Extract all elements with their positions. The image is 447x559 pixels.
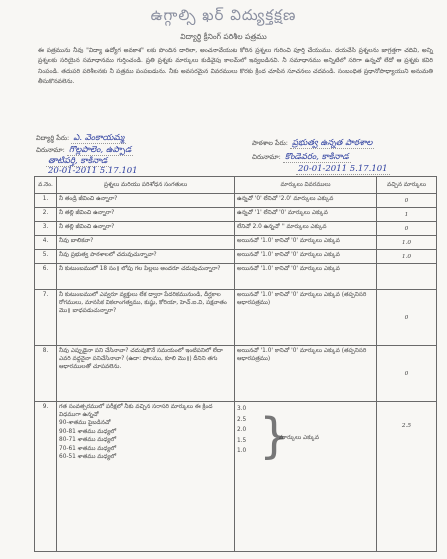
form-subtitle: విద్యార్థి క్రీనింగ్ పరిశీల పత్రము <box>180 32 267 41</box>
school-name-value: ప్రభుత్వ ఉన్నత పాఠశాల <box>291 138 373 148</box>
grade-item: 80-71 శాతము మధ్యలో <box>59 437 117 443</box>
grade-item: 90-శాతము పైబడినచో <box>59 420 111 426</box>
table-row: 5. నీవు ప్రభుత్వ పాఠశాలలో చదువుచున్నావా? అయినచో '1.0' కానిచో '0' మార్కులు ఎక్కువ 1.0 <box>35 250 437 264</box>
grade-item: 90-81 శాతము మధ్యలో <box>59 428 117 435</box>
address-field: చిరునామా: గొల్లపాలెం, ఉప్పాడ <box>36 145 132 155</box>
header-marks-obtained: వచ్చిన మార్కులు <box>377 177 437 194</box>
screening-table <box>34 176 437 552</box>
grade-item: 70-61 శాతము మధ్యలో <box>59 445 117 452</box>
header-sno: వ.నెం. <box>35 177 57 194</box>
marks-cell[interactable]: 0 <box>377 194 437 208</box>
form-title: ఉగ్గాల్సి ఖర్ విద్యుక్తక్షణ <box>150 6 297 24</box>
scale-value: 2.0 <box>237 427 247 433</box>
school-address-field: చిరునామా: కొండెవరం, కాకినాడ <box>252 152 349 162</box>
marks-cell[interactable]: 1.0 <box>377 236 437 250</box>
school-address-value: కొండెవరం, కాకినాడ <box>284 152 349 162</box>
grade-scale: 3.0 2.5 2.0 1.5 1.0 } మార్కులు ఎక్కువ <box>235 402 377 552</box>
table-row: 6. నీ కుటుంబములో 18 సం॥ లోపు గల పిల్లలు అందరూ చదువుచున్నారా? అయినచో '1.0' కానిచో '0' మార్కులు ఎక్కువ <box>35 264 437 290</box>
scale-value: 1.0 <box>237 448 247 454</box>
scale-value: 2.5 <box>237 416 247 423</box>
address-value: గొల్లపాలెం, ఉప్పాడ <box>68 145 132 155</box>
table-row: 7. నీ కుటుంబములో ఎవ్వరూ వ్యక్తులు లేక ద్వారా పేదరికమునుండి, దీర్ఘకాల రోగములు, మానసిక వికలాంగత్వము, కుష్ఠు, కోరియా, హెచ్.ఐ.వి, పక్షవాతం మొ॥ బాధపడుచున్నారా? అయినచో '1.0' కానిచో '0' మార్కులు ఎక్కువ (తప్పనిసరి ఆధారపత్రము) 0 <box>35 290 437 346</box>
instructions-paragraph: ఈ పత్రమును నీవు "విద్యా ఉద్యోగ అవకాశ" లకు పొందిన దారిలా, అంచనావేయుట కోరిన ప్రశ్నలు గురించి పూర్తి చేయుము. దయచేసి ప్రశ్నలను జాగ్రత్తగా చదివి, అన్ని ప్రశ్నలకు సరియైన సమాధానము గుర్తించండి. ప్రతి ప్రశ్నకు మార్కులు కుడివైపు కాలమ్‌లో ఇవ్వబడినవి. నీ సమాధానము అన్నిటిలో సరిగా ఉన్నచో లేదో ఆ ప్రశ్నకు కవిరి నింపండి. తదుపరి పరిశీలనకు నీ పత్రము పంపబడును. నీకు అవసరమైన వివరములు కొరకు క్రింద చూపిన సూచనలు చదవండి. సంబంధిత ప్రధానోపాధ్యాయుని అనుమతి తీసుకొనవలెను. <box>38 47 433 86</box>
marks-cell[interactable]: 1.0 <box>377 250 437 264</box>
student-name-field: విద్యార్థి పేరు: ఎ. వెంకాయమ్మ <box>36 133 125 143</box>
marks-cell[interactable]: 1 <box>377 208 437 222</box>
date-value: 20-01-2011 5.17.101 <box>48 166 138 176</box>
village-value: తాటిపర్తి, కాకినాడ <box>48 156 108 166</box>
marks-cell[interactable] <box>377 264 437 290</box>
table-header-row <box>35 177 437 194</box>
marks-cell[interactable]: 0 <box>377 346 437 402</box>
table-row: 2. నీ తల్లి జీవించి ఉన్నారా? ఉన్నచో '1' లేనిచో '0' మార్కులు ఎక్కువ 1 <box>35 208 437 222</box>
grade-list <box>59 419 232 462</box>
brace-icon: } <box>259 408 290 464</box>
grade-item: 60-51 శాతము మధ్యలో <box>59 454 117 460</box>
table-row: 9. గత సంవత్సరములో పరీక్షలో నీకు వచ్చిన సరాసరి మార్కులు ఈ క్రింద విధముగా ఉన్నచో 90-శాతము పైబడినచో 90-81 శాతము మధ్యలో 80-71 శాతము మధ్యలో 70-61 శాతము మధ్యలో 60-51 శాతము మధ్యలో 3.0 2.5 2.0 1.5 1.0 } మార్కులు ఎక్కువ 2.5 <box>35 402 437 552</box>
marks-cell[interactable]: 0 <box>377 290 437 346</box>
header-marks-details: మార్కులు వివరములు <box>235 177 377 194</box>
date-value-2: 20-01-2011 5.17.101 <box>298 164 388 174</box>
table-row: 8. నీవు ఎప్పుడైనా పని చేసినావా? చదువుకొనే సమయంలో ఇంటిపనిలో లేదా ఎవరి వద్దనైనా పనిచేసినావా? (ఉదా: పొలము, కూలి మొ॥) దీనిని తగు ఆధారములతో చూపవలెను. అయినచో '1.0' కానిచో '0' మార్కులు ఎక్కువ (తప్పనిసరి ఆధారపత్రము) 0 <box>35 346 437 402</box>
header-question: ప్రశ్నలు మరియు పరిశోధన సంగతులు <box>57 177 235 194</box>
marks-cell[interactable]: 2.5 <box>377 402 437 552</box>
table-row: 1. నీ తండ్రి జీవించి ఉన్నారా? ఉన్నచో '0' లేనిచో '2.0' మార్కులు ఎక్కువ 0 <box>35 194 437 208</box>
scale-value: 1.5 <box>237 437 247 444</box>
table-row: 3. నీ తల్లి జీవించి ఉన్నారా? లేనిచో 2.0 ఉన్నచో '' మార్కులు ఎక్కువ 0 <box>35 222 437 236</box>
school-name-field: పాఠశాల పేరు: ప్రభుత్వ ఉన్నత పాఠశాల <box>252 138 373 148</box>
date-field-2 <box>296 164 390 174</box>
student-name-value: ఎ. వెంకాయమ్మ <box>73 133 125 143</box>
scale-value: 3.0 <box>237 406 247 412</box>
table-row: 4. నీవు బాలికవా? అయినచో '1.0' కానిచో '0' మార్కులు ఎక్కువ 1.0 <box>35 236 437 250</box>
date-field <box>46 166 140 176</box>
marks-cell[interactable]: 0 <box>377 222 437 236</box>
